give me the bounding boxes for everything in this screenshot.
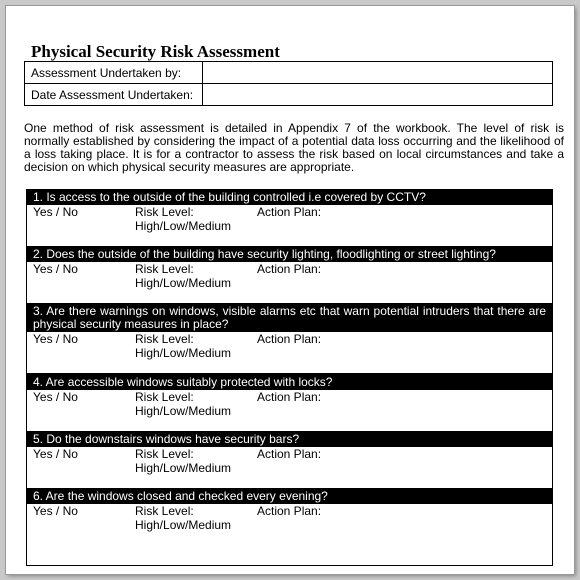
risk-options-label: High/Low/Medium — [135, 276, 232, 290]
question-text: 3. Are there warnings on windows, visible alarms etc that warn potential intruders that there are physical security measures in place? — [27, 304, 552, 332]
assessor-label: Assessment Undertaken by: — [25, 62, 203, 84]
action-plan-label: Action Plan: — [257, 447, 322, 461]
question-text: 5. Do the downstairs windows have security bars? — [27, 432, 552, 447]
action-plan-label: Action Plan: — [257, 205, 322, 219]
action-plan-label: Action Plan: — [257, 390, 322, 404]
risk-options-label: High/Low/Medium — [135, 518, 232, 532]
info-row-assessor — [25, 62, 553, 84]
risk-options-label: High/Low/Medium — [135, 461, 232, 475]
date-label: Date Assessment Undertaken: — [25, 84, 203, 106]
question-block-4 — [26, 374, 553, 433]
question-text: 6. Are the windows closed and checked every evening? — [27, 489, 552, 504]
action-plan-label: Action Plan: — [257, 504, 322, 518]
info-row-date — [25, 84, 553, 106]
risk-level-label: Risk Level: — [135, 332, 194, 346]
date-value-field[interactable] — [203, 84, 553, 106]
risk-level-label: Risk Level: — [135, 205, 194, 219]
question-block-2 — [26, 246, 553, 304]
yes-no-label: Yes / No — [33, 332, 78, 346]
question-block-5 — [26, 431, 553, 490]
answer-area[interactable] — [27, 262, 552, 303]
document-page — [6, 6, 574, 574]
risk-level-label: Risk Level: — [135, 504, 194, 518]
yes-no-label: Yes / No — [33, 390, 78, 404]
question-block-3 — [26, 303, 553, 374]
action-plan-label: Action Plan: — [257, 332, 322, 346]
intro-paragraph: One method of risk assessment is detailed in Appendix 7 of the workbook. The level of risk is normally established by considering the impact of a potential data loss occurring and the likelihood of a loss taking place. It is for a contractor to assess the risk based on local circumstances and take a decision on which physical security measures are appropriate. — [24, 121, 564, 174]
yes-no-label: Yes / No — [33, 447, 78, 461]
answer-area[interactable] — [27, 504, 552, 565]
answer-area[interactable] — [27, 447, 552, 489]
yes-no-label: Yes / No — [33, 504, 78, 518]
question-block-1 — [26, 189, 553, 247]
page-title: Physical Security Risk Assessment — [31, 42, 280, 61]
risk-level-label: Risk Level: — [135, 262, 194, 276]
answer-area[interactable] — [27, 205, 552, 246]
risk-options-label: High/Low/Medium — [135, 219, 232, 233]
assessor-value-field[interactable] — [203, 62, 553, 84]
yes-no-label: Yes / No — [33, 262, 78, 276]
question-text: 1. Is access to the outside of the building controlled i.e covered by CCTV? — [27, 190, 552, 205]
question-block-6 — [26, 488, 553, 566]
answer-area[interactable] — [27, 332, 552, 373]
risk-options-label: High/Low/Medium — [135, 404, 232, 418]
assessment-info-table — [24, 61, 553, 106]
risk-level-label: Risk Level: — [135, 447, 194, 461]
yes-no-label: Yes / No — [33, 205, 78, 219]
question-text: 2. Does the outside of the building have security lighting, floodlighting or street lighting? — [27, 247, 552, 262]
risk-options-label: High/Low/Medium — [135, 346, 232, 360]
question-text: 4. Are accessible windows suitably protected with locks? — [27, 375, 552, 390]
risk-level-label: Risk Level: — [135, 390, 194, 404]
action-plan-label: Action Plan: — [257, 262, 322, 276]
answer-area[interactable] — [27, 390, 552, 432]
